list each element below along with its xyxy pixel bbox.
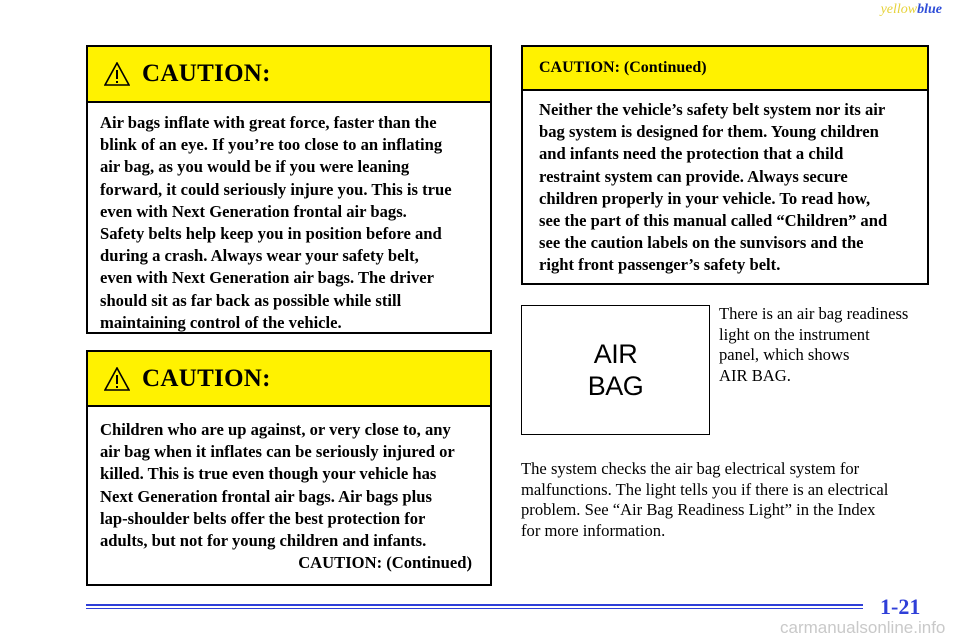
caution-box-2 [86,350,492,586]
footer-rule [86,608,863,609]
text-line: air bag when it inflates can be seriously injured or [100,442,455,462]
warning-triangle-icon [104,367,130,391]
caution-title-1: CAUTION: [142,60,271,87]
caution-continued-label: CAUTION: (Continued) [298,553,472,573]
color-tag [881,2,942,18]
airbag-readiness-light-figure [521,305,710,435]
text-line: right front passenger’s safety belt. [539,255,781,275]
text-line: The system checks the air bag electrical system for [521,459,860,478]
airbag-light-line-2: BAG [587,371,644,401]
caution-continued-title: CAUTION: (Continued) [539,59,707,76]
text-line: adults, but not for young children and infants. [100,531,427,551]
caution-body-1 [88,103,490,334]
text-line: for more information. [521,520,666,540]
caution-continued-header [523,47,927,91]
text-line: Children who are up against, or very close to, any [100,420,451,439]
airbag-light-line-1: AIR [593,339,638,369]
watermark: carmanualsonline.info [780,618,946,637]
text-line: Safety belts help keep you in position before and [100,224,442,244]
text-line: during a crash. Always wear your safety belt, [100,246,419,266]
text-line: see the caution labels on the sunvisors and the [539,233,864,253]
text-line: even with Next Generation frontal air bags. [100,201,407,221]
footer-rule [86,604,863,606]
text-line: bag system is designed for them. Young children [539,122,879,142]
text-line: children properly in your vehicle. To read how, [539,188,871,208]
caution-continued-body [523,91,927,277]
caution-header-1 [88,47,490,103]
text-line: Neither the vehicle’s safety belt system nor its air [539,100,886,119]
text-line: lap-shoulder belts offer the best protection for [100,508,426,528]
text-line: restraint system can provide. Always secure [539,166,848,186]
text-line: maintaining control of the vehicle. [100,312,342,332]
text-line: AIR BAG. [719,365,791,385]
text-line: Air bags inflate with great force, faster than the [100,113,437,132]
text-line: and infants need the protection that a child [539,144,844,164]
text-line: blink of an eye. If you’re too close to an inflating [100,135,443,155]
readiness-paragraph [719,304,939,386]
text-line: see the part of this manual called “Children” and [539,211,888,231]
text-line: killed. This is true even though your vehicle has [100,464,437,484]
text-line: Next Generation frontal air bags. Air bags plus [100,486,432,506]
color-tag-blue: blue [917,2,942,17]
caution-title-2: CAUTION: [142,364,271,392]
text-line: air bag, as you would be if you were leaning [100,157,410,177]
text-line: There is an air bag readiness [719,304,909,323]
text-line: light on the instrument [719,324,870,344]
caution-body-2 [88,407,490,574]
caution-box-1 [86,45,492,334]
text-line: panel, which shows [719,345,850,365]
text-line: malfunctions. The light tells you if there is an electrical [521,479,889,499]
text-line: even with Next Generation air bags. The driver [100,268,434,288]
color-tag-yellow: yellow [880,2,918,17]
page-number: 1-21 [880,594,921,619]
text-line: problem. See “Air Bag Readiness Light” in the Index [521,500,876,520]
system-check-paragraph [521,459,941,541]
caution-box-continued [521,45,929,285]
text-line: forward, it could seriously injure you. This is true [100,179,452,199]
caution-header-2 [88,352,490,407]
warning-triangle-icon [104,62,130,86]
text-line: should sit as far back as possible while still [100,290,402,310]
